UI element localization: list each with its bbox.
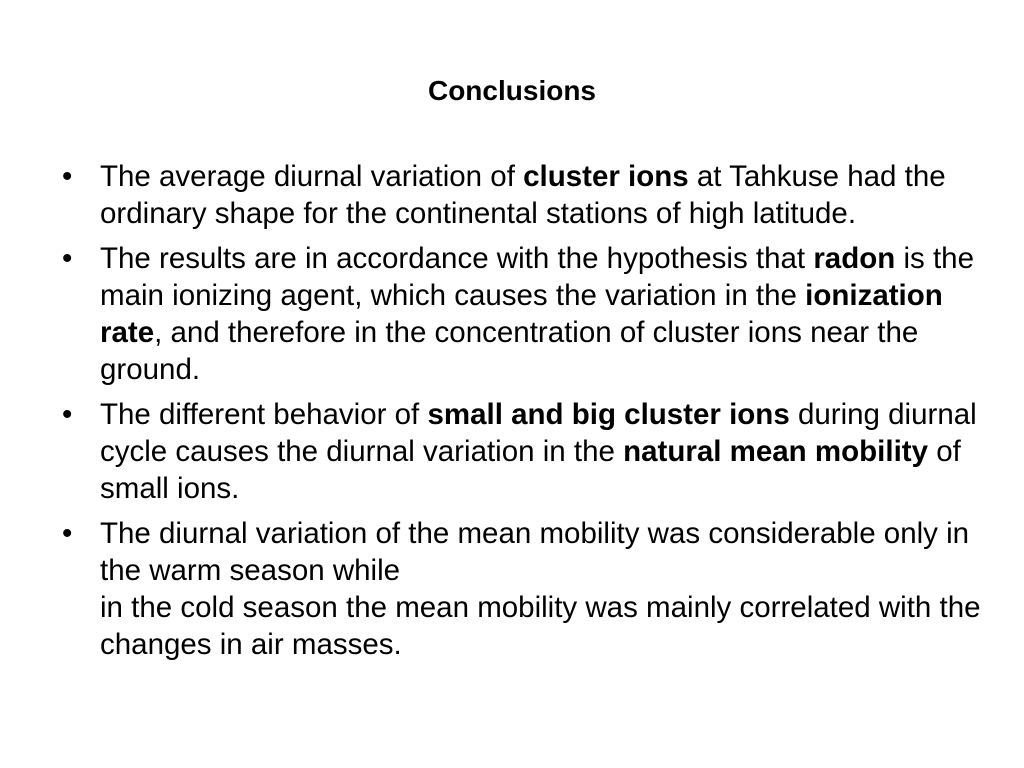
bullet-text <box>100 396 1000 507</box>
bullet-text-segment: , and therefore in the concentration of cluster ions near the ground. <box>100 316 919 386</box>
bullet-text-bold-segment: cluster ions <box>523 160 689 193</box>
bullet-text-bold-segment: natural mean mobility <box>623 435 928 468</box>
bullet-item <box>0 515 1000 663</box>
bullet-text-bold-segment: small and big cluster ions <box>427 398 790 431</box>
bullet-item <box>0 396 1000 507</box>
bullet-item <box>0 240 1000 388</box>
bullet-text <box>100 515 1000 663</box>
bullet-dot-icon: • <box>62 160 73 193</box>
bullet-text-bold-segment: radon <box>813 242 896 275</box>
bullet-text-segment: The diurnal variation of the mean mobility was considerable only in the warm season while <box>100 517 970 587</box>
bullet-text-segment: is the main ionizing agent, which causes the variation in the <box>100 242 974 312</box>
bullet-dot-icon: • <box>62 517 73 550</box>
bullet-text-segment: in the cold season the mean mobility was mainly correlated with the changes in air masses. <box>100 591 981 661</box>
bullet-dot-icon: • <box>62 242 73 275</box>
bullet-text-bold-segment: ionization rate <box>100 279 943 349</box>
bullet-item <box>0 158 1000 232</box>
bullet-text <box>100 158 1000 232</box>
bullet-text-segment: during diurnal cycle causes the diurnal variation in the <box>100 398 977 468</box>
bullet-text <box>100 240 1000 388</box>
bullet-text-segment: The average diurnal variation of <box>100 160 524 193</box>
bullet-text-segment: of small ions. <box>100 435 961 505</box>
bullet-dot-icon: • <box>62 398 73 431</box>
bullet-text-segment: at Tahkuse had the ordinary shape for the continental stations of high latitude. <box>100 160 946 230</box>
slide-title: Conclusions <box>427 75 596 106</box>
bullet-text-segment: The different behavior of <box>100 398 428 431</box>
conclusions-list <box>0 158 1000 671</box>
bullet-text-segment: The results are in accordance with the hypothesis that <box>100 242 814 275</box>
